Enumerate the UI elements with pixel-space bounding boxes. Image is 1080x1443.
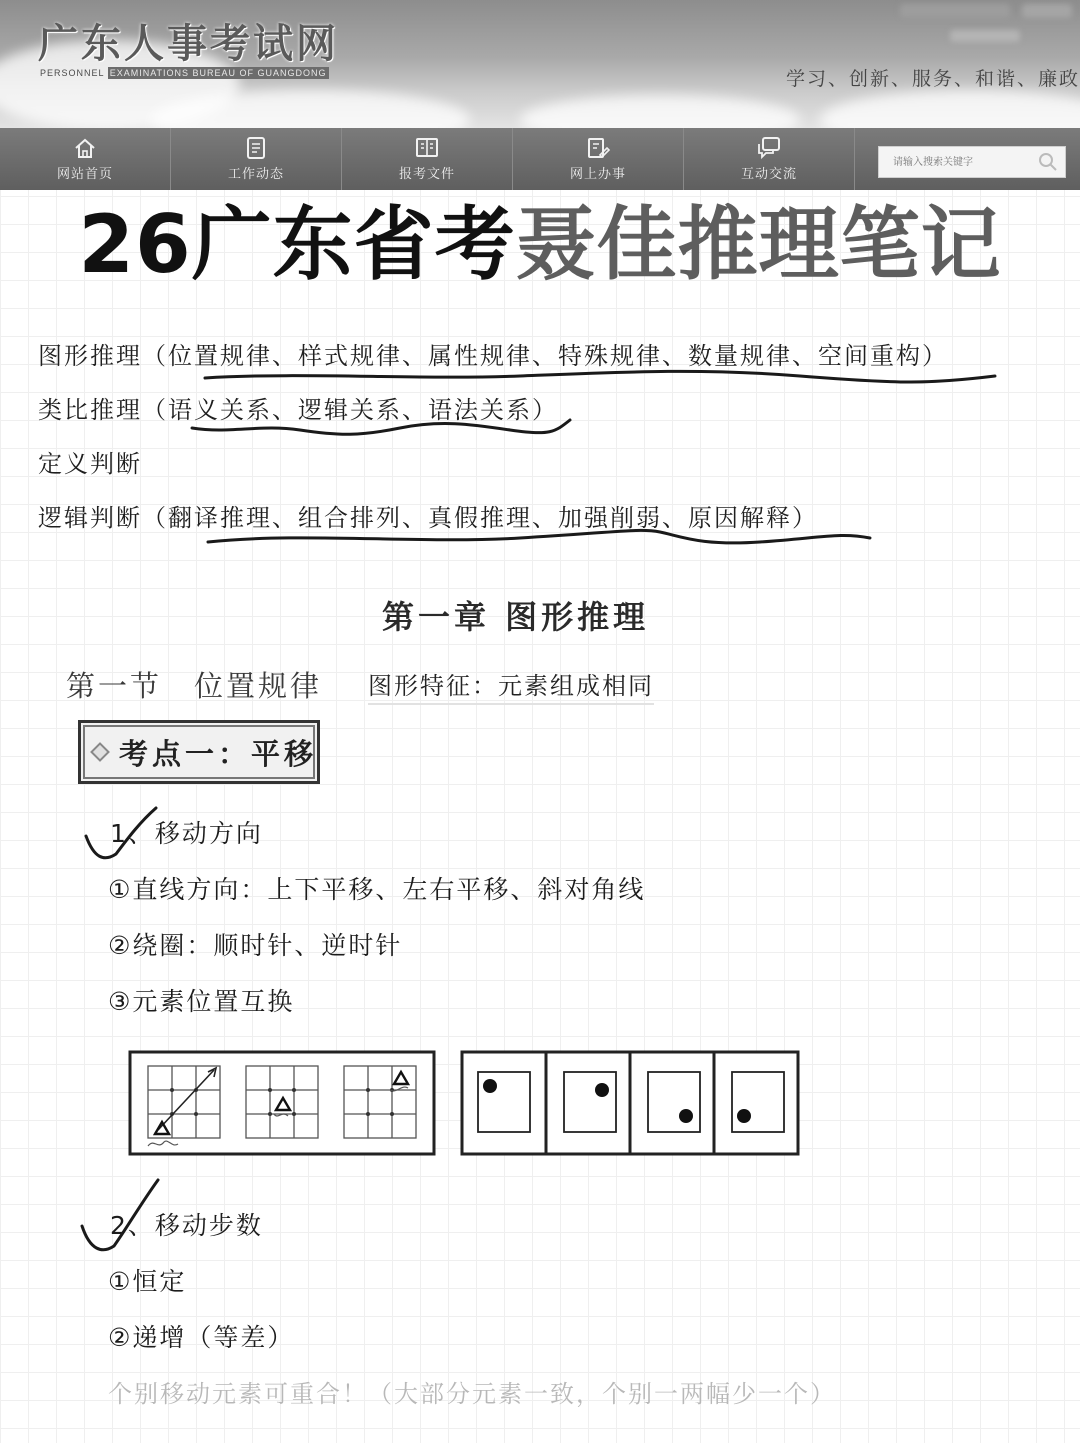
kaodian-label: 考点一：平移 xyxy=(119,736,318,771)
footnote-tip: 个别移动元素可重合！（大部分元素一致，个别一两幅少一个） xyxy=(108,1380,836,1408)
nav-item-label: 网上办事 xyxy=(569,166,626,181)
point1-item: ①直线方向：上下平移、左右平移、斜对角线 xyxy=(108,875,646,904)
note-title xyxy=(0,197,1080,293)
blurred-link xyxy=(900,4,1010,18)
translation-grid-figure xyxy=(128,1050,436,1158)
dot-mark xyxy=(483,1079,497,1093)
nav-item-home[interactable] xyxy=(0,128,171,190)
cloud-decoration xyxy=(820,90,1080,128)
site-subtitle-prefix: PERSONNEL xyxy=(40,68,108,78)
point1-item: ③元素位置互换 xyxy=(108,987,295,1016)
note-title-part2: 聂佳推理笔记 xyxy=(515,198,1002,291)
cloud-decoration xyxy=(520,95,800,128)
nav-item-files[interactable] xyxy=(342,128,513,190)
point2-item: ②递增（等差） xyxy=(108,1323,295,1352)
dot-rotation-figure xyxy=(460,1050,800,1158)
nav-item-label: 工作动态 xyxy=(227,166,284,181)
point1-heading: 1、移动方向 xyxy=(110,819,263,848)
nav-item-label: 网站首页 xyxy=(56,166,113,181)
edit-icon xyxy=(585,136,611,160)
dot-mark xyxy=(595,1083,609,1097)
site-logo-title[interactable]: 广东人事考试网 xyxy=(38,20,339,67)
site-header-banner xyxy=(0,0,1080,128)
kaodian-box xyxy=(78,720,320,784)
book-icon xyxy=(414,136,440,160)
outline-item-analogy: 类比推理（语义关系、逻辑关系、语法关系） xyxy=(38,396,558,424)
diamond-icon xyxy=(90,742,110,762)
site-logo-subtitle xyxy=(40,68,329,78)
search-input[interactable] xyxy=(879,147,1037,177)
nav-item-online-services[interactable] xyxy=(513,128,684,190)
home-icon xyxy=(72,136,98,160)
nav-item-news[interactable] xyxy=(171,128,342,190)
chapter-heading: 第一章 图形推理 xyxy=(382,598,650,636)
outline-item-definition: 定义判断 xyxy=(38,450,142,478)
outline-item-logic: 逻辑判断（翻译推理、组合排列、真假推理、加强削弱、原因解释） xyxy=(38,504,818,532)
point1-item: ②绕圈：顺时针、逆时针 xyxy=(108,931,403,960)
chat-icon xyxy=(756,136,782,160)
blurred-link xyxy=(1022,4,1072,18)
news-icon xyxy=(243,136,269,160)
nav-item-interaction[interactable] xyxy=(684,128,855,190)
section-feature-note: 图形特征：元素组成相同 xyxy=(368,666,654,705)
section-heading: 第一节 位置规律 xyxy=(66,669,323,703)
site-slogan: 学习、创新、服务、和谐、廉政 xyxy=(785,68,1080,90)
dot-mark xyxy=(679,1109,693,1123)
search-icon[interactable] xyxy=(1037,151,1059,173)
note-title-part1: 26广东省考 xyxy=(78,198,516,291)
nav-item-label: 互动交流 xyxy=(740,166,797,181)
nav-item-label: 报考文件 xyxy=(398,166,455,181)
dot-mark xyxy=(737,1109,751,1123)
site-search-box xyxy=(878,146,1066,178)
blurred-link xyxy=(950,30,1020,42)
outline-item-figure: 图形推理（位置规律、样式规律、属性规律、特殊规律、数量规律、空间重构） xyxy=(38,342,948,370)
point2-heading: 2、移动步数 xyxy=(110,1211,263,1240)
site-subtitle-highlight: EXAMINATIONS BUREAU OF GUANGDONG xyxy=(109,68,327,78)
point2-item: ①恒定 xyxy=(108,1267,187,1296)
